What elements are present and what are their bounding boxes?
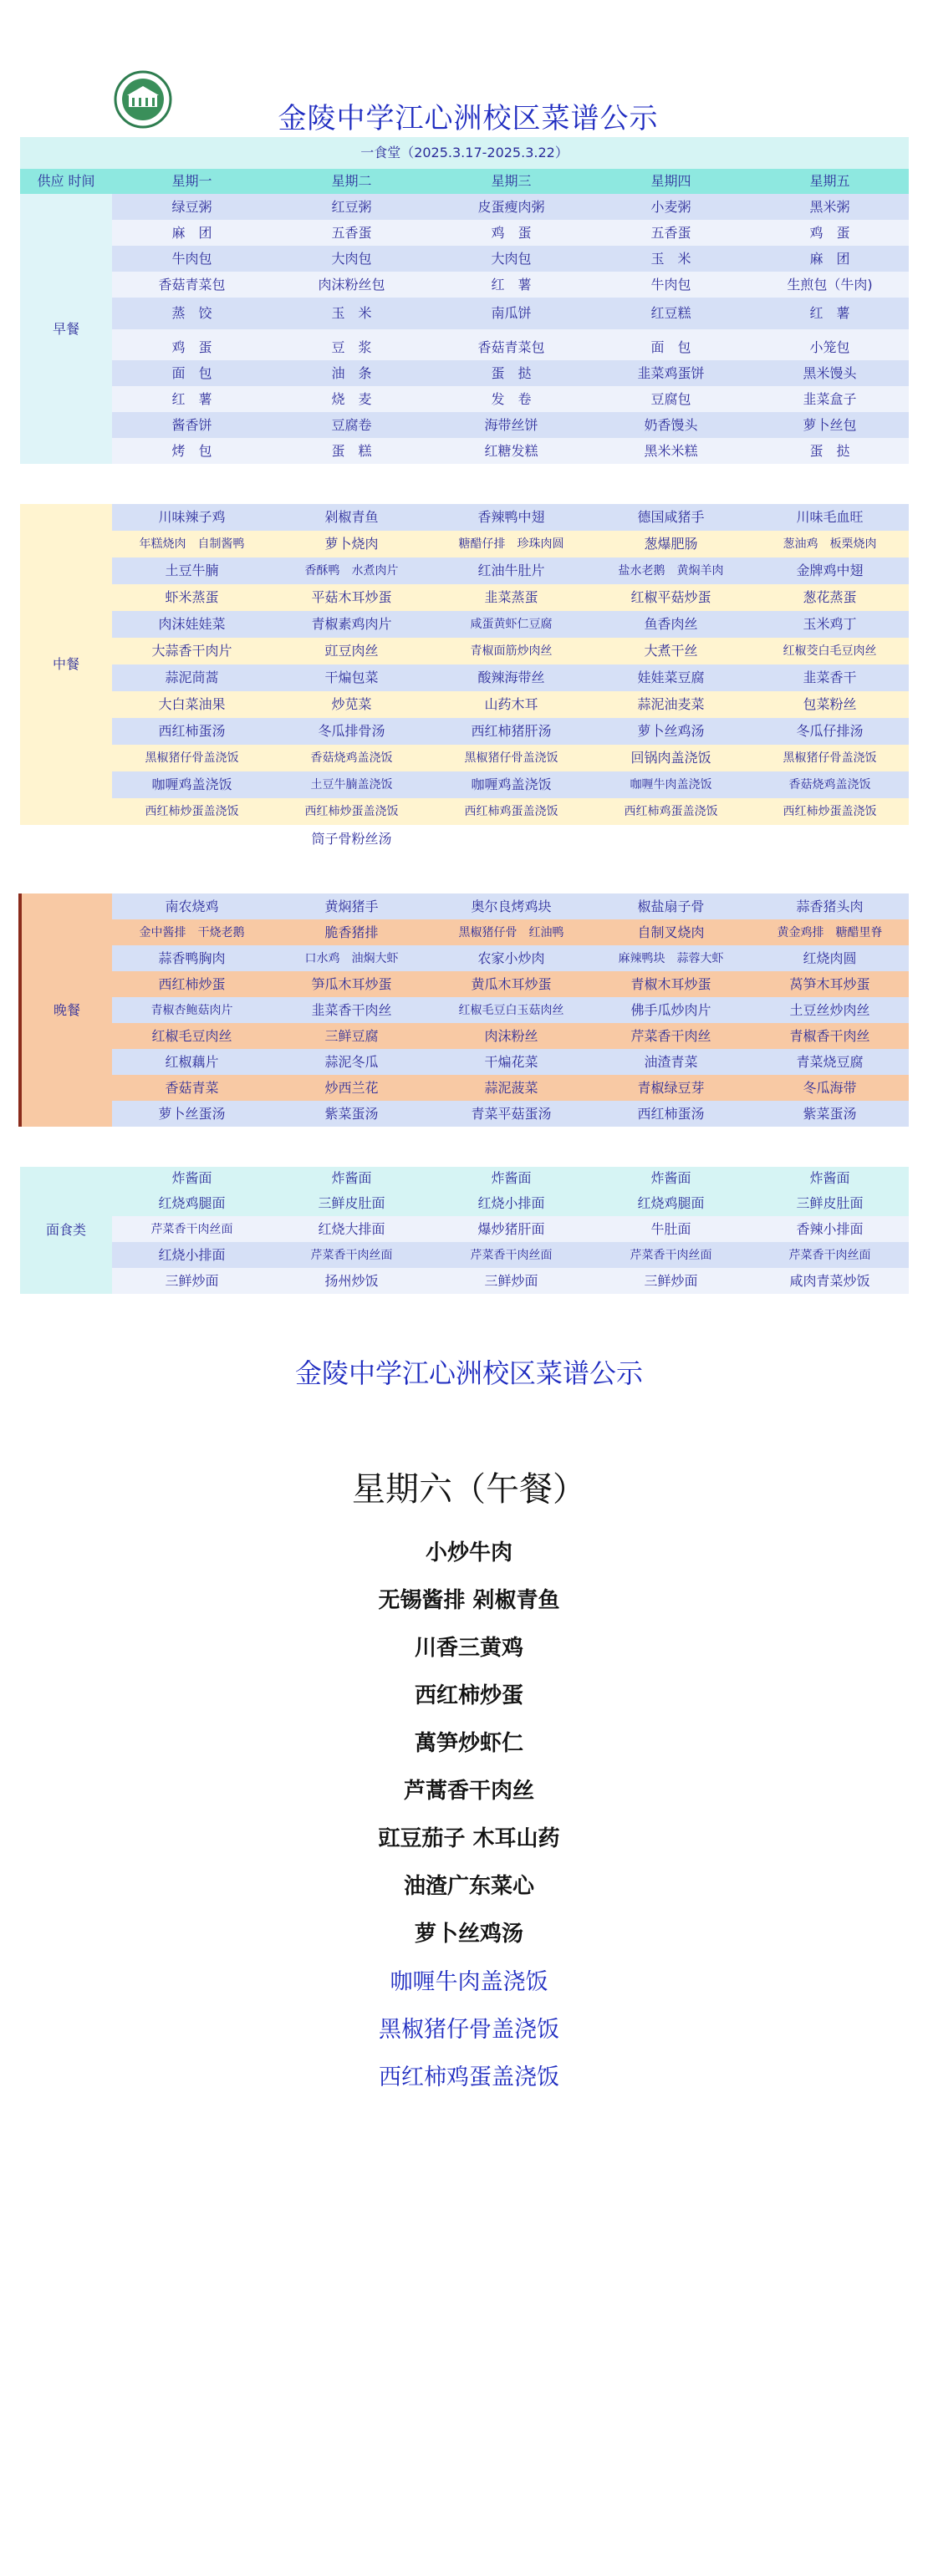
lunch-dish: 葱爆肥肠 <box>591 531 751 557</box>
noodles-dish: 芹菜香干肉丝面 <box>272 1242 431 1268</box>
noodles-dish: 红烧大排面 <box>272 1216 431 1242</box>
dinner-dish: 蒜香鸭胸肉 <box>112 945 272 971</box>
lunch-row <box>20 504 909 531</box>
noodles-row <box>20 1242 909 1268</box>
breakfast-dish: 香菇青菜包 <box>112 272 272 298</box>
lunch-dish: 西红柿炒蛋盖浇饭 <box>272 798 431 825</box>
lunch-dish: 红椒茭白毛豆肉丝 <box>751 638 909 664</box>
saturday-dish: 油渣广东菜心 <box>403 1874 534 1899</box>
dinner-dish: 自制叉烧肉 <box>591 919 751 945</box>
dinner-dish: 农家小炒肉 <box>431 945 591 971</box>
lunch-dish: 包菜粉丝 <box>751 691 909 718</box>
breakfast-dish: 烧 麦 <box>272 386 431 412</box>
breakfast-dish: 黑米米糕 <box>591 438 751 464</box>
dinner-dish: 金中酱排 干烧老鹅 <box>112 919 272 945</box>
saturday-dish: 西红柿炒蛋 <box>414 1683 523 1708</box>
breakfast-dish: 麻 团 <box>112 220 272 246</box>
lunch-dish: 土豆牛腩盖浇饭 <box>272 771 431 798</box>
noodles-dish: 三鲜皮肚面 <box>272 1190 431 1216</box>
breakfast-dish: 小笼包 <box>751 334 909 360</box>
breakfast-dish: 玉 米 <box>591 246 751 272</box>
breakfast-dish: 牛肉包 <box>112 246 272 272</box>
lunch-dish: 黑椒猪仔骨盖浇饭 <box>751 745 909 771</box>
breakfast-row <box>20 298 909 329</box>
breakfast-row <box>20 360 909 386</box>
breakfast-dish: 发 卷 <box>431 386 591 412</box>
lunch-dish: 年糕烧肉 自制酱鸭 <box>112 531 272 557</box>
lunch-dish: 西红柿鸡蛋盖浇饭 <box>431 798 591 825</box>
dinner-dish: 青椒香干肉丝 <box>751 1023 909 1049</box>
noodles-dish: 爆炒猪肝面 <box>431 1216 591 1242</box>
breakfast-dish: 蛋 挞 <box>431 360 591 386</box>
lunch-dish: 娃娃菜豆腐 <box>591 664 751 691</box>
noodles-dish: 炸酱面 <box>272 1167 431 1190</box>
saturday-dish: 豇豆茄子 木耳山药 <box>378 1826 560 1851</box>
lunch-dish: 黑椒猪仔骨盖浇饭 <box>431 745 591 771</box>
dinner-dish: 油渣青菜 <box>591 1049 751 1075</box>
lunch-dish: 咖喱鸡盖浇饭 <box>431 771 591 798</box>
noodles-dish: 三鲜皮肚面 <box>751 1190 909 1216</box>
dinner-row <box>20 1101 909 1127</box>
lunch-dish: 大蒜香干肉片 <box>112 638 272 664</box>
page-title: 金陵中学江心洲校区菜谱公示 <box>278 102 659 135</box>
noodles-dish: 炸酱面 <box>112 1167 272 1190</box>
breakfast-category-label: 早餐 <box>20 194 112 464</box>
saturday-dish: 小炒牛肉 <box>425 1540 512 1565</box>
lunch-dish: 韭菜香干 <box>751 664 909 691</box>
lunch-row <box>20 771 909 798</box>
noodles-dish: 芹菜香干肉丝面 <box>751 1242 909 1268</box>
breakfast-dish: 烤 包 <box>112 438 272 464</box>
weekday-header: 星期三 <box>431 169 591 194</box>
lunch-dish: 炒苋菜 <box>272 691 431 718</box>
lunch-dish: 肉沫娃娃菜 <box>112 611 272 638</box>
lunch-dish: 葱花蒸蛋 <box>751 584 909 611</box>
lunch-extra-soup: 筒子骨粉丝汤 <box>272 825 431 853</box>
saturday-dish: 萝卜丝鸡汤 <box>414 1922 523 1947</box>
lunch-dish: 咸蛋黄虾仁豆腐 <box>431 611 591 638</box>
noodles-row <box>20 1268 909 1294</box>
breakfast-dish: 皮蛋瘦肉粥 <box>431 194 591 220</box>
lunch-dish: 盐水老鹅 黄焖羊肉 <box>591 557 751 584</box>
breakfast-row <box>20 386 909 412</box>
dinner-dish: 青椒绿豆芽 <box>591 1075 751 1101</box>
weekday-header: 星期二 <box>272 169 431 194</box>
noodles-category-label: 面食类 <box>20 1167 112 1294</box>
saturday-dish: 萬笋炒虾仁 <box>414 1731 523 1756</box>
dinner-dish: 肉沫粉丝 <box>431 1023 591 1049</box>
lunch-dish: 西红柿蛋汤 <box>112 718 272 745</box>
lunch-dish: 大白菜油果 <box>112 691 272 718</box>
breakfast-dish: 酱香饼 <box>112 412 272 438</box>
dinner-dish: 口水鸡 油焖大虾 <box>272 945 431 971</box>
lunch-dish: 回锅肉盖浇饭 <box>591 745 751 771</box>
lunch-dish: 西红柿鸡蛋盖浇饭 <box>591 798 751 825</box>
breakfast-dish: 蛋 糕 <box>272 438 431 464</box>
saturday-dish: 无锡酱排 剁椒青鱼 <box>378 1588 560 1613</box>
lunch-dish: 玉米鸡丁 <box>751 611 909 638</box>
noodles-dish: 红烧小排面 <box>431 1190 591 1216</box>
lunch-dish: 西红柿炒蛋盖浇饭 <box>112 798 272 825</box>
breakfast-dish: 小麦粥 <box>591 194 751 220</box>
dinner-dish: 红烧肉圆 <box>751 945 909 971</box>
breakfast-dish: 豆腐包 <box>591 386 751 412</box>
breakfast-dish: 红豆糕 <box>591 298 751 329</box>
noodles-dish: 炸酱面 <box>751 1167 909 1190</box>
lunch-dish: 萝卜烧肉 <box>272 531 431 557</box>
breakfast-row <box>20 334 909 360</box>
lunch-dish: 西红柿炒蛋盖浇饭 <box>751 798 909 825</box>
lunch-dish: 红油牛肚片 <box>431 557 591 584</box>
lunch-dish: 蒜泥油麦菜 <box>591 691 751 718</box>
breakfast-dish: 面 包 <box>112 360 272 386</box>
dinner-dish: 黄瓜木耳炒蛋 <box>431 971 591 997</box>
breakfast-dish: 红豆粥 <box>272 194 431 220</box>
lunch-dish: 干煸包菜 <box>272 664 431 691</box>
lunch-dish: 山药木耳 <box>431 691 591 718</box>
breakfast-dish: 豆 浆 <box>272 334 431 360</box>
breakfast-dish: 萝卜丝包 <box>751 412 909 438</box>
lunch-dish: 冬瓜排骨汤 <box>272 718 431 745</box>
lunch-dish: 葱油鸡 板栗烧肉 <box>751 531 909 557</box>
noodles-dish: 芹菜香干肉丝面 <box>591 1242 751 1268</box>
lunch-dish: 川味毛血旺 <box>751 504 909 531</box>
dinner-row <box>20 997 909 1023</box>
lunch-category-label: 中餐 <box>20 504 112 825</box>
lunch-dish: 萝卜丝鸡汤 <box>591 718 751 745</box>
dinner-dish: 三鲜豆腐 <box>272 1023 431 1049</box>
lunch-row <box>20 557 909 584</box>
breakfast-dish: 韭菜盒子 <box>751 386 909 412</box>
breakfast-dish: 生煎包（牛肉) <box>751 272 909 298</box>
saturday-menu-list <box>10 1530 928 2101</box>
saturday-rice-dish: 黑椒猪仔骨盖浇饭 <box>379 2017 559 2043</box>
dinner-dish: 冬瓜海带 <box>751 1075 909 1101</box>
dinner-dish: 干煸花菜 <box>431 1049 591 1075</box>
lunch-row <box>20 531 909 557</box>
lunch-dish: 虾米蒸蛋 <box>112 584 272 611</box>
noodles-dish: 牛肚面 <box>591 1216 751 1242</box>
lunch-row <box>20 798 909 825</box>
lunch-dish: 川味辣子鸡 <box>112 504 272 531</box>
saturday-rice-dish: 咖喱牛肉盖浇饭 <box>390 1969 548 1995</box>
breakfast-dish: 五香蛋 <box>591 220 751 246</box>
lunch-row <box>20 638 909 664</box>
noodles-row <box>20 1216 909 1242</box>
breakfast-dish: 蛋 挞 <box>751 438 909 464</box>
saturday-dish: 川香三黄鸡 <box>414 1636 523 1661</box>
breakfast-row <box>20 272 909 298</box>
saturday-heading: 星期六（午餐） <box>352 1470 586 1509</box>
lunch-dish: 冬瓜仔排汤 <box>751 718 909 745</box>
breakfast-dish: 香菇青菜包 <box>431 334 591 360</box>
dinner-dish: 笋瓜木耳炒蛋 <box>272 971 431 997</box>
dinner-dish: 黄金鸡排 糖醋里脊 <box>751 919 909 945</box>
dinner-dish: 青椒杏鲍菇肉片 <box>112 997 272 1023</box>
dinner-dish: 炒西兰花 <box>272 1075 431 1101</box>
lunch-dish: 香酥鸭 水煮肉片 <box>272 557 431 584</box>
saturday-dish: 芦蒿香干肉丝 <box>403 1779 534 1804</box>
breakfast-row <box>20 438 909 464</box>
weekday-header: 星期四 <box>591 169 751 194</box>
breakfast-dish: 海带丝饼 <box>431 412 591 438</box>
lunch-dish: 糖醋仔排 珍珠肉圆 <box>431 531 591 557</box>
dinner-dish: 青菜平菇蛋汤 <box>431 1101 591 1127</box>
lunch-dish: 剁椒青鱼 <box>272 504 431 531</box>
dinner-dish: 西红柿蛋汤 <box>591 1101 751 1127</box>
noodles-dish: 香辣小排面 <box>751 1216 909 1242</box>
lunch-dish: 土豆牛腩 <box>112 557 272 584</box>
breakfast-dish: 大肉包 <box>431 246 591 272</box>
lunch-row <box>20 584 909 611</box>
noodles-dish: 扬州炒饭 <box>272 1268 431 1294</box>
breakfast-dish: 红糖发糕 <box>431 438 591 464</box>
breakfast-dish: 五香蛋 <box>272 220 431 246</box>
lunch-dish: 酸辣海带丝 <box>431 664 591 691</box>
noodles-dish: 红烧鸡腿面 <box>112 1190 272 1216</box>
noodles-dish: 三鲜炒面 <box>591 1268 751 1294</box>
noodles-row <box>20 1167 909 1190</box>
dinner-row <box>20 971 909 997</box>
dinner-row <box>20 893 909 919</box>
dinner-dish: 佛手瓜炒肉片 <box>591 997 751 1023</box>
dinner-dish: 土豆丝炒肉丝 <box>751 997 909 1023</box>
breakfast-dish: 豆腐卷 <box>272 412 431 438</box>
lunch-dish: 红椒平菇炒蛋 <box>591 584 751 611</box>
weekday-header: 星期五 <box>751 169 909 194</box>
dinner-row <box>20 1049 909 1075</box>
lunch-dish: 韭菜蒸蛋 <box>431 584 591 611</box>
breakfast-dish: 油 条 <box>272 360 431 386</box>
lunch-dish: 香菇烧鸡盖浇饭 <box>751 771 909 798</box>
noodles-dish: 咸肉青菜炒饭 <box>751 1268 909 1294</box>
dinner-dish: 黄焖猪手 <box>272 893 431 919</box>
dinner-dish: 青椒木耳炒蛋 <box>591 971 751 997</box>
breakfast-dish: 南瓜饼 <box>431 298 591 329</box>
dinner-dish: 蒜泥菠菜 <box>431 1075 591 1101</box>
breakfast-dish: 黑米馒头 <box>751 360 909 386</box>
breakfast-dish: 红 薯 <box>751 298 909 329</box>
lunch-dish: 咖喱牛肉盖浇饭 <box>591 771 751 798</box>
breakfast-dish: 鸡 蛋 <box>751 220 909 246</box>
dinner-dish: 香菇青菜 <box>112 1075 272 1101</box>
dinner-dish: 蒜香猪头肉 <box>751 893 909 919</box>
breakfast-dish: 大肉包 <box>272 246 431 272</box>
dinner-dish: 红椒毛豆肉丝 <box>112 1023 272 1049</box>
lunch-dish: 咖喱鸡盖浇饭 <box>112 771 272 798</box>
dinner-dish: 莴笋木耳炒蛋 <box>751 971 909 997</box>
noodles-dish: 红烧小排面 <box>112 1242 272 1268</box>
breakfast-dish: 奶香馒头 <box>591 412 751 438</box>
dinner-row <box>20 1075 909 1101</box>
lunch-row <box>20 664 909 691</box>
breakfast-dish: 红 薯 <box>431 272 591 298</box>
noodles-dish: 芹菜香干肉丝面 <box>431 1242 591 1268</box>
dinner-dish: 紫菜蛋汤 <box>272 1101 431 1127</box>
dinner-dish: 红椒藕片 <box>112 1049 272 1075</box>
dinner-row <box>20 1023 909 1049</box>
saturday-rice-dish: 西红柿鸡蛋盖浇饭 <box>379 2064 559 2090</box>
lunch-row <box>20 611 909 638</box>
lunch-dish: 平菇木耳炒蛋 <box>272 584 431 611</box>
dinner-dish: 奥尔良烤鸡块 <box>431 893 591 919</box>
dinner-dish: 黑椒猪仔骨 红油鸭 <box>431 919 591 945</box>
menu-table <box>18 137 909 1294</box>
lunch-dish: 青椒面筋炒肉丝 <box>431 638 591 664</box>
dinner-dish: 蒜泥冬瓜 <box>272 1049 431 1075</box>
breakfast-dish: 绿豆粥 <box>112 194 272 220</box>
breakfast-dish: 黑米粥 <box>751 194 909 220</box>
lunch-dish: 鱼香肉丝 <box>591 611 751 638</box>
breakfast-dish: 玉 米 <box>272 298 431 329</box>
lunch-dish: 香辣鸭中翅 <box>431 504 591 531</box>
lunch-dish: 西红柿猪肝汤 <box>431 718 591 745</box>
lunch-row <box>20 691 909 718</box>
breakfast-dish: 红 薯 <box>112 386 272 412</box>
noodles-dish: 芹菜香干肉丝面 <box>112 1216 272 1242</box>
noodles-row <box>20 1190 909 1216</box>
dinner-row <box>20 945 909 971</box>
lunch-row <box>20 718 909 745</box>
noodles-dish: 红烧鸡腿面 <box>591 1190 751 1216</box>
weekday-header: 星期一 <box>112 169 272 194</box>
supply-time-header: 供应 时间 <box>20 169 112 194</box>
dinner-dish: 椒盐扇子骨 <box>591 893 751 919</box>
lunch-dish: 德国咸猪手 <box>591 504 751 531</box>
canteen-subheader: 一食堂（2025.3.17-2025.3.22） <box>20 137 909 169</box>
lunch-row <box>20 745 909 771</box>
saturday-page-title: 金陵中学江心洲校区菜谱公示 <box>294 1357 643 1389</box>
lunch-dish: 香菇烧鸡盖浇饭 <box>272 745 431 771</box>
breakfast-dish: 面 包 <box>591 334 751 360</box>
breakfast-row <box>20 220 909 246</box>
noodles-dish: 炸酱面 <box>591 1167 751 1190</box>
dinner-dish: 萝卜丝蛋汤 <box>112 1101 272 1127</box>
breakfast-dish: 鸡 蛋 <box>112 334 272 360</box>
breakfast-dish: 鸡 蛋 <box>431 220 591 246</box>
breakfast-dish: 韭菜鸡蛋饼 <box>591 360 751 386</box>
noodles-dish: 三鲜炒面 <box>112 1268 272 1294</box>
dinner-dish: 麻辣鸭块 蒜蓉大虾 <box>591 945 751 971</box>
lunch-dish: 黑椒猪仔骨盖浇饭 <box>112 745 272 771</box>
lunch-dish: 大煮干丝 <box>591 638 751 664</box>
lunch-dish: 豇豆肉丝 <box>272 638 431 664</box>
lunch-dish: 青椒素鸡肉片 <box>272 611 431 638</box>
dinner-dish: 芹菜香干肉丝 <box>591 1023 751 1049</box>
dinner-dish: 西红柿炒蛋 <box>112 971 272 997</box>
dinner-dish: 紫菜蛋汤 <box>751 1101 909 1127</box>
dinner-dish: 脆香猪排 <box>272 919 431 945</box>
breakfast-dish: 肉沫粉丝包 <box>272 272 431 298</box>
breakfast-dish: 蒸 饺 <box>112 298 272 329</box>
dinner-dish: 红椒毛豆白玉菇肉丝 <box>431 997 591 1023</box>
noodles-dish: 三鲜炒面 <box>431 1268 591 1294</box>
breakfast-dish: 牛肉包 <box>591 272 751 298</box>
dinner-category-label: 晚餐 <box>20 893 112 1127</box>
breakfast-row <box>20 412 909 438</box>
dinner-dish: 南农烧鸡 <box>112 893 272 919</box>
breakfast-dish: 麻 团 <box>751 246 909 272</box>
breakfast-row <box>20 246 909 272</box>
breakfast-row <box>20 194 909 220</box>
lunch-dish: 蒜泥茼蒿 <box>112 664 272 691</box>
lunch-dish: 金牌鸡中翅 <box>751 557 909 584</box>
dinner-dish: 韭菜香干肉丝 <box>272 997 431 1023</box>
dinner-dish: 青菜烧豆腐 <box>751 1049 909 1075</box>
dinner-row <box>20 919 909 945</box>
noodles-dish: 炸酱面 <box>431 1167 591 1190</box>
